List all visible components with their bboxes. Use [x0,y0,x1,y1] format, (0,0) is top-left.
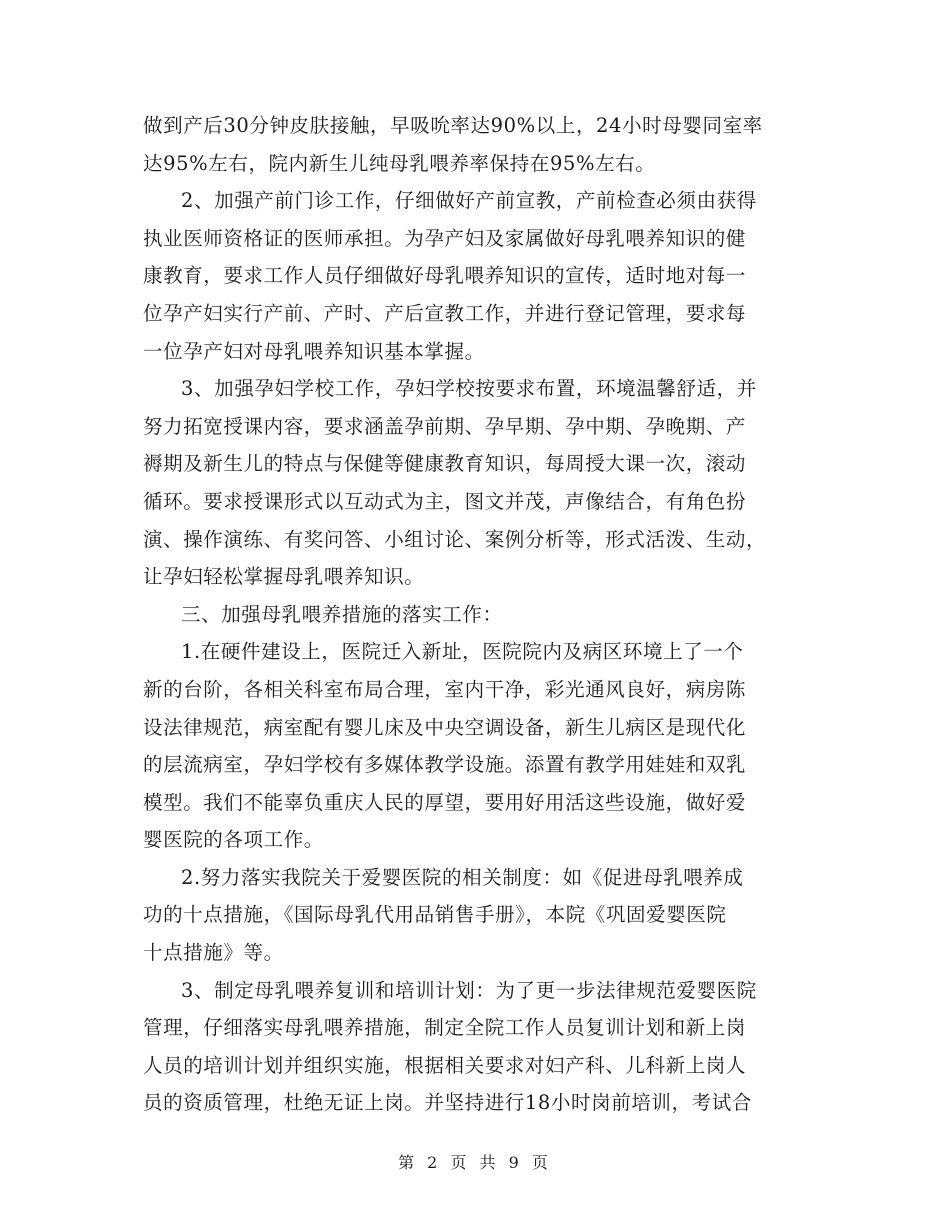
text-line: 十点措施》等。 [143,941,284,965]
section-heading: 三、加强母乳喂养措施的落实工作： [181,602,503,626]
text-line: 位孕产妇实行产前、产时、产后宣教工作，并进行登记管理，要求每 [143,301,747,325]
text-line: 做到产后30分钟皮肤接触，早吸吮率达90%以上，24小时母婴同室率 [143,114,763,137]
text-line: 康教育，要求工作人员仔细做好母乳喂养知识的宣传，适时地对每一 [143,264,747,288]
text-line: 达95%左右，院内新生儿纯母乳喂养率保持在95%左右。 [143,151,656,175]
paragraph-start-line: 3、制定母乳喂养复训和培训计划：为了更一步法律规范爱婴医院 [181,978,757,1002]
text-line: 一位孕产妇对母乳喂养知识基本掌握。 [143,339,485,363]
paragraph-start-line: 2.努力落实我院关于爱婴医院的相关制度：如《促进母乳喂养成 [181,865,744,889]
text-line: 的层流病室，孕妇学校有多媒体教学设施。添置有教学用娃娃和双乳 [143,753,747,777]
text-line: 执业医师资格证的医师承担。为孕产妇及家属做好母乳喂养知识的健 [143,226,747,250]
text-line: 循环。要求授课形式以互动式为主，图文并茂，声像结合，有角色扮 [143,489,747,513]
body-text [143,107,813,1122]
text-line: 管理，仔细落实母乳喂养措施，制定全院工作人员复训计划和新上岗 [143,1016,747,1040]
text-line: 婴医院的各项工作。 [143,828,324,852]
text-line: 功的十点措施，《国际母乳代用品销售手册》，本院《巩固爱婴医院 [143,903,727,927]
text-line: 设法律规范，病室配有婴儿床及中央空调设备，新生儿病区是现代化 [143,715,747,739]
text-line: 员的资质管理，杜绝无证上岗。并坚持进行18小时岗前培训，考试合 [143,1091,752,1115]
paragraph-start-line: 2、加强产前门诊工作，仔细做好产前宣教，产前检查必须由获得 [181,189,757,213]
text-line: 褥期及新生儿的特点与保健等健康教育知识，每周授大课一次，滚动 [143,452,747,476]
text-line: 让孕妇轻松掌握母乳喂养知识。 [143,565,425,589]
paragraph-start-line: 1.在硬件建设上，医院迁入新址，医院院内及病区环境上了一个 [181,640,744,664]
text-line: 新的台阶，各相关科室布局合理，室内干净，彩光通风良好，病房陈 [143,677,747,701]
text-line: 人员的培训计划并组织实施，根据相关要求对妇产科、儿科新上岗人 [143,1053,747,1077]
text-line: 演、操作演练、有奖问答、小组讨论、案例分析等，形式活泼、生动， [143,527,767,551]
paragraph-start-line: 3、加强孕妇学校工作，孕妇学校按要求布置，环境温馨舒适，并 [181,377,757,401]
text-line: 模型。我们不能辜负重庆人民的厚望，要用好用活这些设施，做好爱 [143,790,747,814]
text-line: 努力拓宽授课内容，要求涵盖孕前期、孕早期、孕中期、孕晚期、产 [143,414,747,438]
page-number-footer: 第 2 页 共 9 页 [398,1153,552,1172]
